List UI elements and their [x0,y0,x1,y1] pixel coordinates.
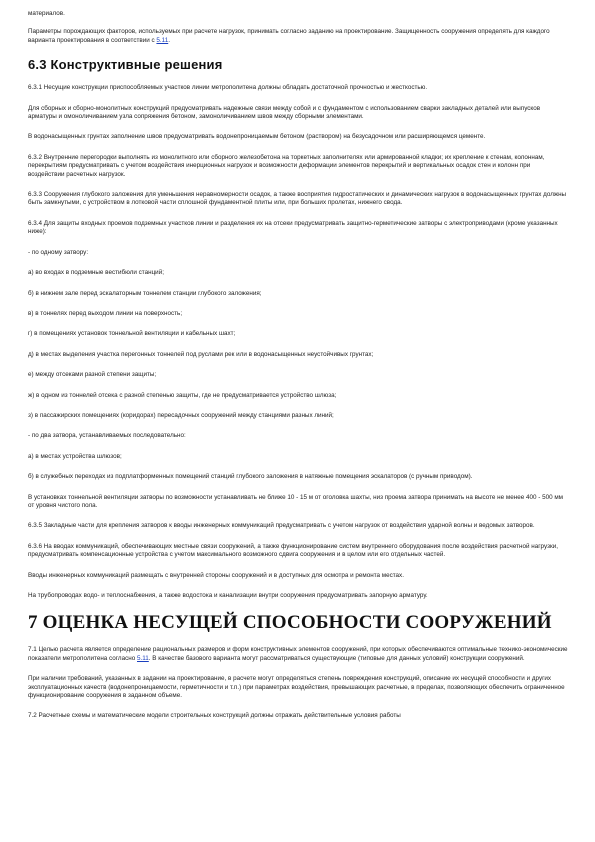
reference-link-5-11[interactable]: 5.11 [137,654,149,662]
list-item-v: в) в тоннелях перед выходом линии на поверхность; [28,309,183,317]
paragraph-assembly-connections: Для сборных и сборно-монолитных конструкций предусматривать надежные связи между собой и с фундаментом с использованием сварки закладных деталей или выпусков арматуры и омоноличиванием узла сопряжения бетоном, замоноличиванием швов между сборными элементами. [28,104,541,121]
list-item-zh: ж) в одном из тоннелей отсека с разной степенью защиты, где не предусматривается устройство шлюза; [28,391,337,399]
paragraph-ventilation-gates: В установках тоннельной вентиляции затворы по возможности устанавливать не ближе 10 - 15 м от оголовка шахты, низ проема затвора принимать на высоте не менее 400 - 500 мм от уровня чистого пола. [28,493,563,509]
text-run: . [168,36,170,44]
document-page [28,10,568,733]
list-heading-one-gate: - по одному затвору: [28,248,89,256]
paragraph-6-3-3: 6.3.3 Сооружения глубокого заложения для уменьшения неравномерности осадок, а также восприятия гидростатических и динамических нагрузок в водонасыщенных грунтах должны быть замкнутыми, с устройством в лотковой части сплошной фундаментной плиты или, при больших пролетах, нижнего свода. [28,191,567,207]
list-item-g: г) в помещениях установок тоннельной вентиляции и кабельных шахт; [28,330,236,338]
paragraph-7-2: 7.2 Расчетные схемы и математические модели строительных конструкций должны отражать действительные условия работы [28,712,401,720]
paragraph-6-3-4: 6.3.4 Для защиты входных проемов подземных участков линии и разделения их на отсеки предусматривать защитно-герметические затворы с электроприводами (кроме указанных ниже): [28,219,558,236]
paragraph-6-3-5: 6.3.5 Закладные части для крепления затворов к вводы инженерных коммуникаций предусматривать с учетом нагрузок от воздействия ударной волны и ведомых затворов. [28,522,535,530]
list-item-b: б) в нижнем зале перед эскалаторным тоннелем станции глубокого заложения; [28,289,262,297]
text-run: Параметры порождающих факторов, используемых при расчете нагрузок, принимать согласно заданию на проектирование. Защищенность сооружения определять для каждого варианта проектирования в соответствии с [28,28,550,44]
paragraph-materials: материалов. [28,10,65,17]
section-heading-6-3: 6.3 Конструктивные решения [28,57,223,73]
paragraph-requirements: При наличии требований, указанных в задании на проектирование, в расчете могут определяться степень повреждения конструкций, описание их несущей способности и других эксплуатационных качеств (водонепроницаемости, герметичности и т.п.) при параметрах воздействия, превышающих расчетные, в пределах, позволяющих обеспечить ограниченное функционирование сооружения в заданном объеме. [28,675,565,700]
paragraph-load-params [28,28,568,45]
paragraph-7-1 [28,646,568,663]
text-run: 7.1 Целью расчета является определение рациональных размеров и форм конструктивных элементов сооружений, при которых обеспечиваются оптимальные технико-экономические показатели метрополитена согласно [28,646,568,662]
paragraph-utility-inputs: Вводы инженерных коммуникаций размещать с внутренней стороны сооружений и в доступных для осмотра и ремонта местах. [28,571,404,579]
list-item-b2: б) в служебных переходах из подплатформенных помещений станций глубокого заложения в натяжные помещения эскалаторов (с ручным приводом). [28,473,473,481]
chapter-heading-7: 7 ОЦЕНКА НЕСУЩЕЙ СПОСОБНОСТИ СООРУЖЕНИЙ [28,612,552,634]
list-item-d: д) в местах выделения участка перегонных тоннелей под руслами рек или в водонасыщенных неустойчивых грунтах; [28,350,374,358]
list-item-a2: а) в местах устройства шлюзов; [28,452,122,460]
text-run: . В качестве базового варианта могут рассматриваться существующие (типовые для данных условий) конструкции сооружений. [148,654,525,662]
list-heading-two-gates: - по два затвора, устанавливаемых последовательно: [28,432,186,440]
paragraph-6-3-6: 6.3.6 На вводах коммуникаций, обеспечивающих местные связи сооружений, а также функционирование систем внутреннего оборудования после воздействия расчетной нагрузки, предусматривать компенсационные устройства с учетом максимального возможного сдвига сооружения и в целом или его отдельных частей. [28,542,559,559]
paragraph-pipelines: На трубопроводах водо- и теплоснабжения, а также водостока и канализации внутри сооружения предусматривать запорную арматуру. [28,592,428,599]
paragraph-6-3-2: 6.3.2 Внутренние перегородки выполнять из монолитного или сборного железобетона на торкетных заполнителях или армированной кладки; их крепление к стенам, колоннам, перекрытиям предусматривать с учетом воздействия инерционных нагрузок и возможности деформации элементов перекрытий и вертикальных осадок стен и колонн при воздействии расчетных нагрузок. [28,153,545,178]
list-item-e: е) между отсеками разной степени защиты; [28,371,157,379]
list-item-z: з) в пассажирских помещениях (коридорах) пересадочных сооружений между станциями разных линий; [28,411,334,419]
list-item-a: а) во входах в подземные вестибюли станций; [28,269,164,277]
paragraph-water-soils: В водонасыщенных грунтах заполнение швов предусматривать водонепроницаемым бетоном (раствором) на безусадочном или расширяющемся цементе. [28,133,486,141]
paragraph-6-3-1: 6.3.1 Несущие конструкции приспособляемых участков линии метрополитена должны обладать достаточной прочностью и жесткостью. [28,84,428,92]
reference-link-5-11[interactable]: 5.11 [156,36,169,44]
